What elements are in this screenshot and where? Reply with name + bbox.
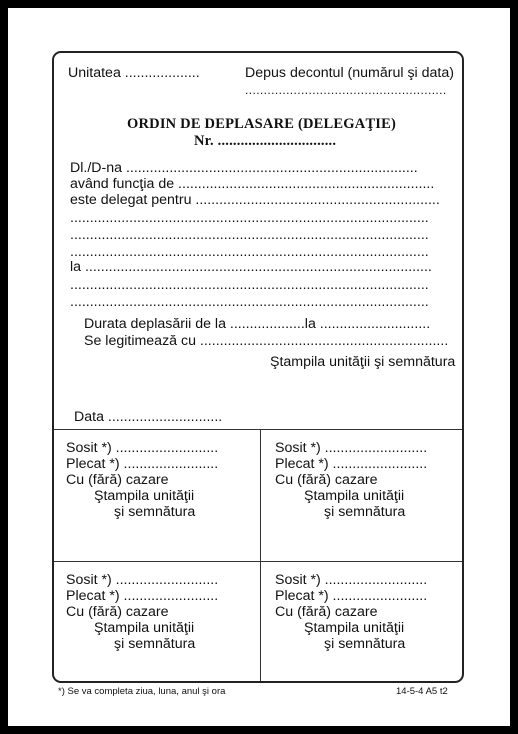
date-field: Data ............................. [74, 409, 223, 425]
identification-field: Se legitimează cu ............................................................... [84, 333, 449, 349]
box-arrived-field: Sosit *) .......................... [275, 440, 428, 456]
box-stamp-label: Ştampila unităţii [304, 488, 405, 504]
unitatea-field: Unitatea ................... [68, 65, 200, 81]
box-signature-label: şi semnătura [114, 636, 196, 652]
box-departed-field: Plecat *) ........................ [66, 588, 219, 604]
blank-line: ........................................................................................... [70, 244, 429, 260]
box-signature-label: şi semnătura [324, 636, 406, 652]
destination-field: la ........................................................................................ [70, 259, 432, 275]
box-signature-label: şi semnătura [324, 504, 406, 520]
grid-divider-top [54, 429, 462, 430]
form-frame [52, 51, 464, 683]
grid-divider-middle [54, 561, 462, 562]
paper-sheet [8, 8, 510, 726]
blank-line: ........................................................................................... [70, 294, 429, 310]
document-number: Nr. ............................... [194, 133, 337, 149]
box-stamp-label: Ştampila unităţii [94, 488, 195, 504]
box-stamp-label: Ştampila unităţii [94, 620, 195, 636]
duration-field: Durata deplasării de la ...................la ............................ [84, 316, 431, 332]
footnote: *) Se va completa ziua, luna, anul şi ora [58, 686, 226, 697]
document-title: ORDIN DE DEPLASARE (DELEGAŢIE) [127, 116, 397, 132]
box-lodging-label: Cu (fără) cazare [66, 604, 169, 620]
depus-decontul-line: ...................................................... [245, 83, 447, 97]
box-departed-field: Plecat *) ........................ [275, 456, 428, 472]
box-lodging-label: Cu (fără) cazare [275, 472, 378, 488]
box-lodging-label: Cu (fără) cazare [66, 472, 169, 488]
blank-line: ........................................................................................... [70, 227, 429, 243]
form-code: 14-5-4 A5 t2 [396, 686, 448, 697]
grid-divider-vertical [260, 429, 261, 681]
delegated-for-field: este delegat pentru .............................................................. [70, 192, 440, 208]
function-field: având funcţia de ................................................................. [70, 176, 435, 192]
box-arrived-field: Sosit *) .......................... [275, 572, 428, 588]
name-field: Dl./D-na .......................................................................... [70, 160, 418, 176]
box-lodging-label: Cu (fără) cazare [275, 604, 378, 620]
box-stamp-label: Ştampila unităţii [304, 620, 405, 636]
box-departed-field: Plecat *) ........................ [275, 588, 428, 604]
box-arrived-field: Sosit *) .......................... [66, 440, 219, 456]
blank-line: ........................................................................................... [70, 277, 429, 293]
depus-decontul-label: Depus decontul (numărul şi data) [245, 65, 454, 81]
box-arrived-field: Sosit *) .......................... [66, 572, 219, 588]
stamp-signature-label: Ştampila unităţii şi semnătura [270, 354, 456, 370]
blank-line: ........................................................................................... [70, 210, 429, 226]
box-signature-label: şi semnătura [114, 504, 196, 520]
box-departed-field: Plecat *) ........................ [66, 456, 219, 472]
